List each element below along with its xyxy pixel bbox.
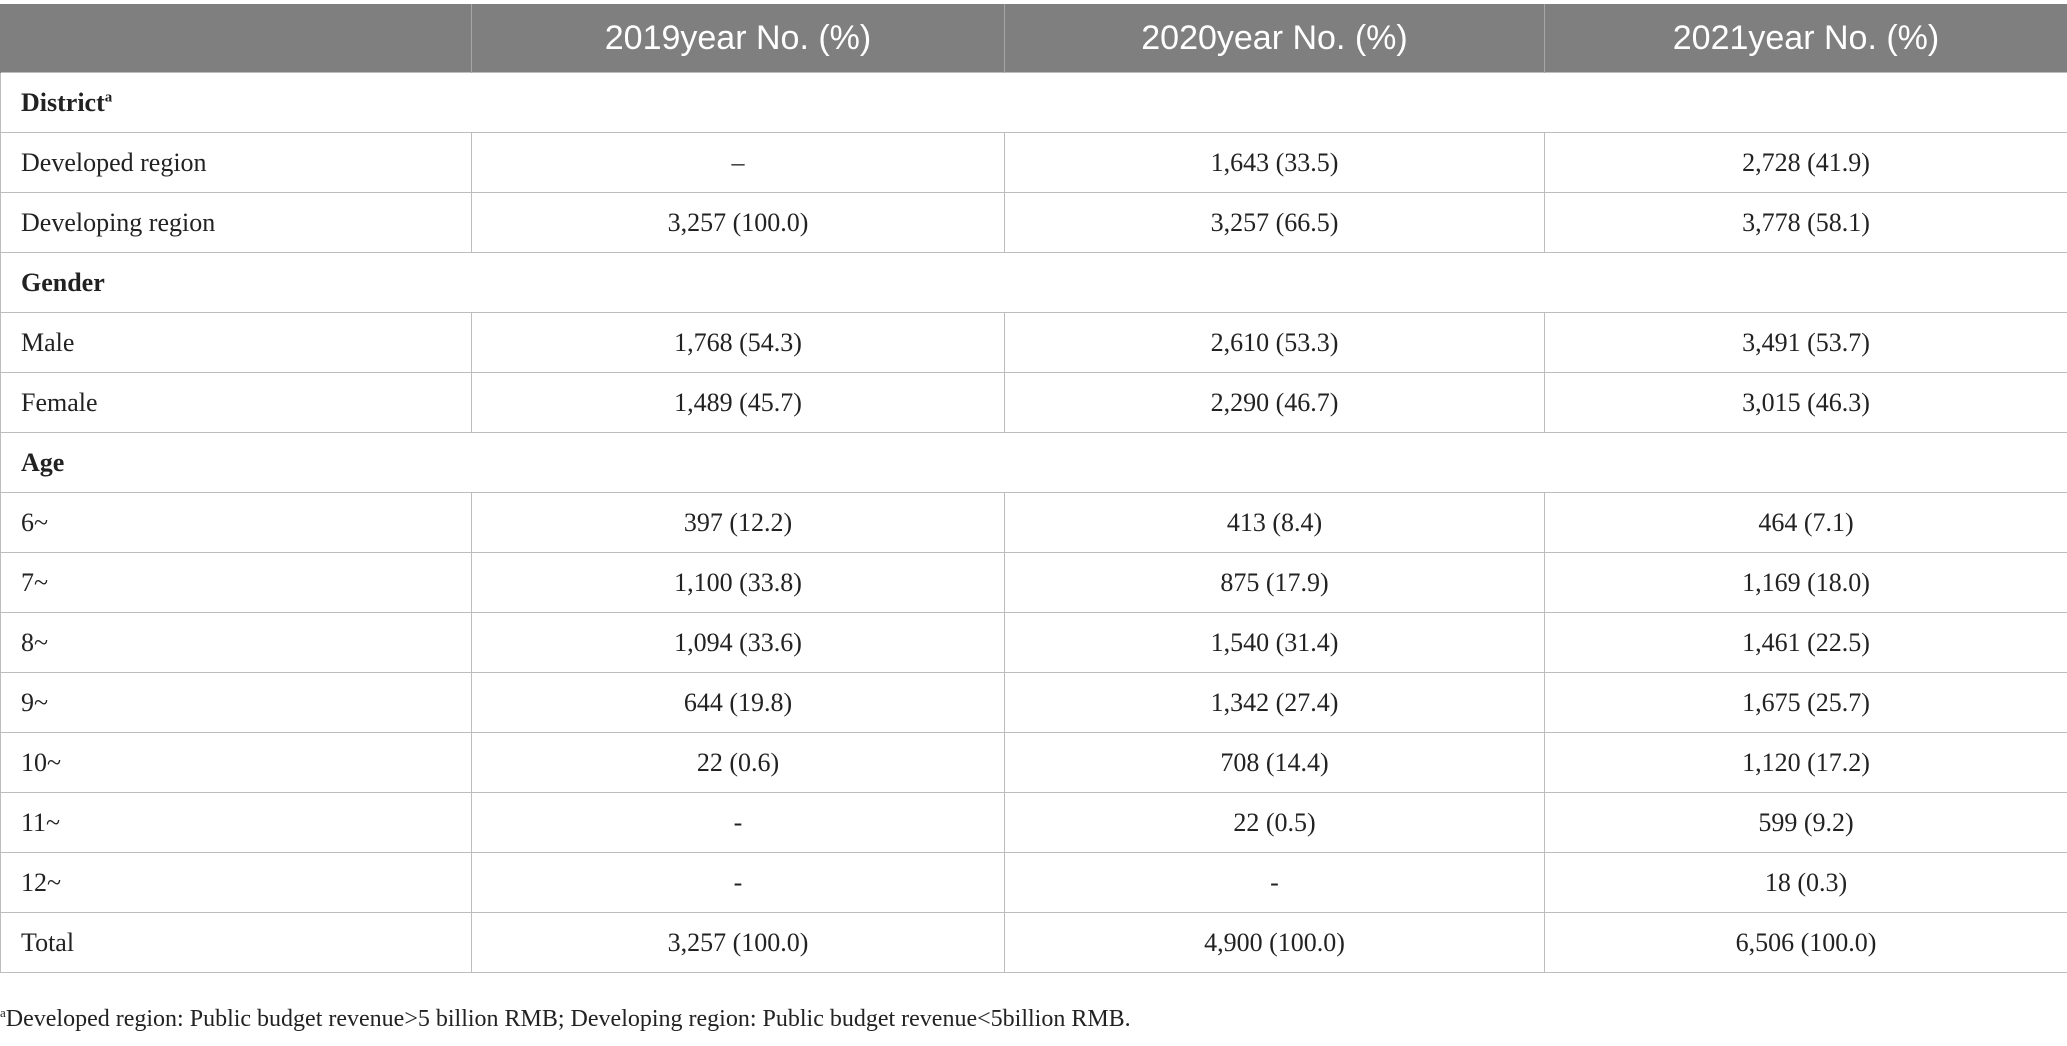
table-cell: 3,257 (66.5) xyxy=(1005,193,1545,253)
row-label: 7~ xyxy=(1,553,472,613)
section-row xyxy=(1,73,2067,133)
table-row xyxy=(1,613,2067,673)
table-cell: 3,257 (100.0) xyxy=(472,193,1005,253)
table-row xyxy=(1,193,2067,253)
table-header xyxy=(1,4,2067,73)
table-cell: – xyxy=(472,133,1005,193)
table-cell: 397 (12.2) xyxy=(472,493,1005,553)
row-label: 11~ xyxy=(1,793,472,853)
table-cell: 2,290 (46.7) xyxy=(1005,373,1545,433)
header-cell-2019: 2019year No. (%) xyxy=(472,4,1005,73)
table-cell: 1,675 (25.7) xyxy=(1545,673,2067,733)
table-cell: 875 (17.9) xyxy=(1005,553,1545,613)
header-row xyxy=(1,4,2067,73)
total-cell: 6,506 (100.0) xyxy=(1545,913,2067,973)
table-cell: 464 (7.1) xyxy=(1545,493,2067,553)
table-row xyxy=(1,793,2067,853)
table-cell: 1,461 (22.5) xyxy=(1545,613,2067,673)
section-title-text: Age xyxy=(21,447,65,477)
total-row xyxy=(1,913,2067,973)
total-cell: 3,257 (100.0) xyxy=(472,913,1005,973)
row-label: Female xyxy=(1,373,472,433)
total-label: Total xyxy=(1,913,472,973)
row-label: 10~ xyxy=(1,733,472,793)
section-title xyxy=(1,433,2067,493)
section-title xyxy=(1,253,2067,313)
table-cell: 1,540 (31.4) xyxy=(1005,613,1545,673)
section-title xyxy=(1,73,2067,133)
footnote-marker: a xyxy=(0,1005,6,1020)
row-label: 8~ xyxy=(1,613,472,673)
row-label: 9~ xyxy=(1,673,472,733)
table-row xyxy=(1,853,2067,913)
table-cell: 3,015 (46.3) xyxy=(1545,373,2067,433)
table-cell: 413 (8.4) xyxy=(1005,493,1545,553)
table-cell: 708 (14.4) xyxy=(1005,733,1545,793)
section-title-text: District xyxy=(21,87,105,117)
header-cell-2021: 2021year No. (%) xyxy=(1545,4,2067,73)
row-label: 6~ xyxy=(1,493,472,553)
section-title-text: Gender xyxy=(21,267,105,297)
data-table xyxy=(0,4,2067,973)
table-cell: 1,342 (27.4) xyxy=(1005,673,1545,733)
row-label: Developing region xyxy=(1,193,472,253)
table-cell: 1,120 (17.2) xyxy=(1545,733,2067,793)
footnote-text: Developed region: Public budget revenue>5 billion RMB; Developing region: Public budget revenue<5billion RMB. xyxy=(5,1006,1131,1032)
table-cell: 1,169 (18.0) xyxy=(1545,553,2067,613)
row-label: Developed region xyxy=(1,133,472,193)
table-cell: 1,489 (45.7) xyxy=(472,373,1005,433)
footnote xyxy=(0,1006,1131,1033)
header-cell-label xyxy=(1,4,472,73)
table-cell: 1,643 (33.5) xyxy=(1005,133,1545,193)
table-cell: 3,491 (53.7) xyxy=(1545,313,2067,373)
table-cell: 1,768 (54.3) xyxy=(472,313,1005,373)
table-row xyxy=(1,733,2067,793)
table-cell: 2,728 (41.9) xyxy=(1545,133,2067,193)
table-row xyxy=(1,313,2067,373)
table-cell: 1,100 (33.8) xyxy=(472,553,1005,613)
table-row xyxy=(1,553,2067,613)
table-cell: 3,778 (58.1) xyxy=(1545,193,2067,253)
row-label: 12~ xyxy=(1,853,472,913)
table-cell: 2,610 (53.3) xyxy=(1005,313,1545,373)
table-cell: 599 (9.2) xyxy=(1545,793,2067,853)
table-body xyxy=(1,73,2067,973)
total-cell: 4,900 (100.0) xyxy=(1005,913,1545,973)
table-cell: 18 (0.3) xyxy=(1545,853,2067,913)
data-table-container xyxy=(0,4,2067,973)
row-label: Male xyxy=(1,313,472,373)
table-cell: - xyxy=(472,853,1005,913)
section-row xyxy=(1,433,2067,493)
table-cell: 22 (0.6) xyxy=(472,733,1005,793)
table-row xyxy=(1,493,2067,553)
header-cell-2020: 2020year No. (%) xyxy=(1005,4,1545,73)
table-cell: - xyxy=(472,793,1005,853)
table-cell: 1,094 (33.6) xyxy=(472,613,1005,673)
table-cell: - xyxy=(1005,853,1545,913)
section-row xyxy=(1,253,2067,313)
table-row xyxy=(1,373,2067,433)
section-title-footnote-marker: a xyxy=(104,88,113,105)
table-cell: 22 (0.5) xyxy=(1005,793,1545,853)
table-cell: 644 (19.8) xyxy=(472,673,1005,733)
table-row xyxy=(1,673,2067,733)
table-row xyxy=(1,133,2067,193)
